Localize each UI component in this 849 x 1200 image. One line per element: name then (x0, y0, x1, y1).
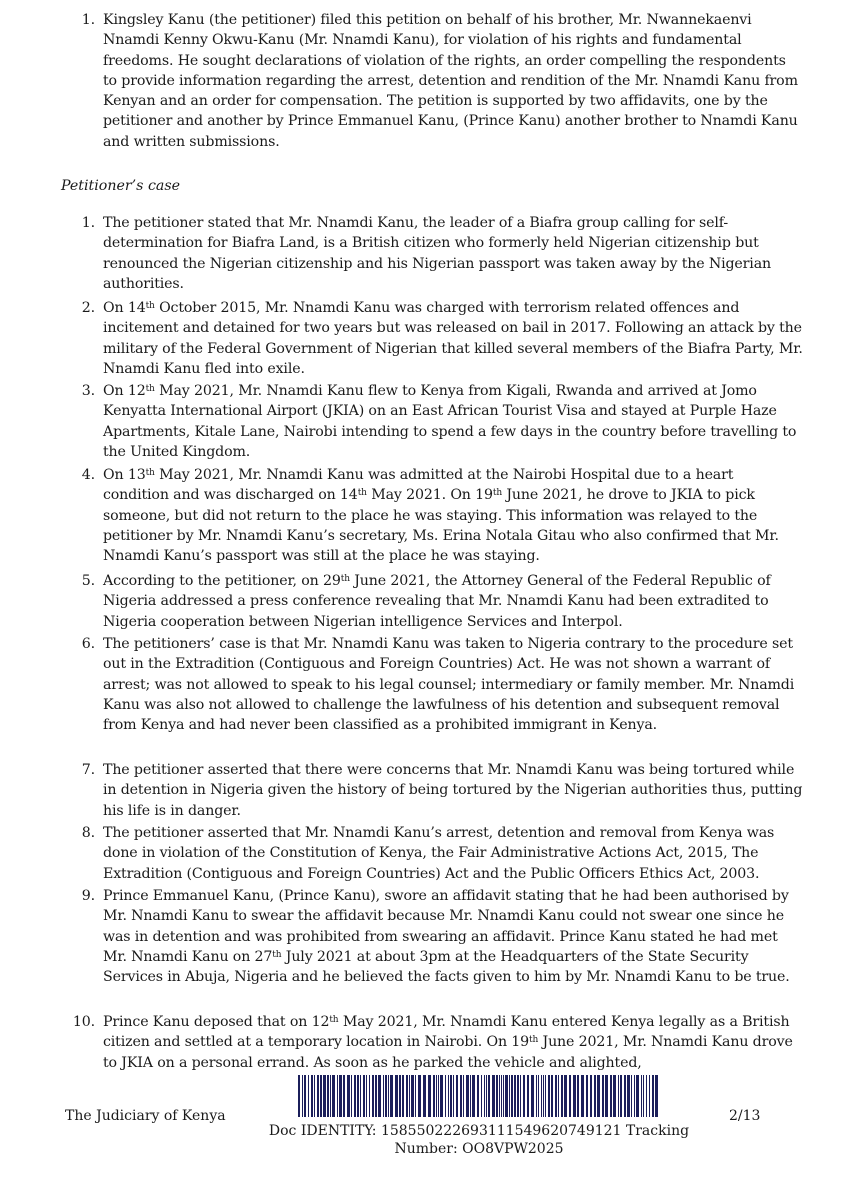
paragraph-text: Kingsley Kanu (the petitioner) filed this petition on behalf of his brother, Mr. Nwannekaenvi Nnamdi Kenny Okwu-Kanu (Mr. Nnamdi Kanu), for violation of his rights and fundamental freedoms. He sought declarations of violation of the rights, an order compelling the respondents to provide information regarding the arrest, detention and rendition of the Mr. Nnamdi Kanu from Kenyan and an order for compensation. The petition is supported by two affidavits, one by the petitioner and another by Prince Emmanuel Kanu, (Prince Kanu) another brother to Nnamdi Kanu and written submissions. (103, 12, 798, 150)
barcode-bar (330, 1075, 331, 1117)
barcode-icon (298, 1075, 658, 1117)
barcode-bar (488, 1075, 490, 1117)
barcode-bar (463, 1075, 464, 1117)
barcode-bar (360, 1075, 361, 1117)
barcode-bar (343, 1075, 345, 1117)
barcode-bar (564, 1075, 567, 1117)
paragraph-number: 4. (81, 467, 95, 483)
paragraph-4 (81, 465, 803, 566)
barcode-bar (481, 1075, 482, 1117)
barcode-bar (536, 1075, 537, 1117)
barcode-bar (597, 1075, 600, 1117)
barcode-bar (505, 1075, 508, 1117)
barcode-bar (433, 1075, 435, 1117)
paragraph-9 (81, 886, 803, 987)
barcode-bar (636, 1075, 639, 1117)
barcode-bar (428, 1075, 431, 1117)
paragraph-number: 10. (72, 1014, 95, 1030)
barcode-bar (388, 1075, 389, 1117)
barcode-bar (520, 1075, 521, 1117)
barcode-bar (357, 1075, 359, 1117)
barcode-bar (523, 1075, 525, 1117)
barcode-bar (631, 1075, 632, 1117)
tracking-number: Number: OO8VPW2025 (394, 1141, 564, 1157)
barcode-bar (620, 1075, 622, 1117)
barcode-bar (440, 1075, 443, 1117)
barcode-bar (415, 1075, 416, 1117)
barcode-bar (456, 1075, 458, 1117)
barcode-bar (402, 1075, 404, 1117)
barcode-bar (411, 1075, 414, 1117)
barcode-bar (470, 1075, 471, 1117)
barcode-bar (499, 1075, 500, 1117)
barcode-bar (436, 1075, 437, 1117)
paragraph-text: The petitioner asserted that Mr. Nnamdi Kanu’s arrest, detention and removal from Kenya was done in violation of the Constitution of Kenya, the Fair Administrative Actions Act, 2015, The Extradition (Contiguous and Foreign Countries) Act and the Public Officers Ethics Act, 2003. (103, 825, 775, 882)
paragraph-number: 1. (81, 215, 95, 231)
paragraph-1 (81, 213, 803, 294)
barcode-bar (551, 1075, 553, 1117)
barcode-bar (527, 1075, 529, 1117)
barcode-bar (366, 1075, 367, 1117)
barcode-bar (531, 1075, 534, 1117)
barcode-bar (594, 1075, 596, 1117)
paragraph-3 (81, 381, 803, 462)
barcode-bar (383, 1075, 384, 1117)
paragraph-number: 3. (81, 383, 95, 399)
barcode-bar (649, 1075, 650, 1117)
barcode-bar (448, 1075, 449, 1117)
barcode-bar (561, 1075, 563, 1117)
barcode-bar (503, 1075, 504, 1117)
barcode-bar (477, 1075, 479, 1117)
barcode-bar (298, 1075, 300, 1117)
barcode-bar (375, 1075, 377, 1117)
barcode-bar (643, 1075, 644, 1117)
barcode-bar (317, 1075, 319, 1117)
paragraph-number: 9. (81, 888, 95, 904)
barcode-bar (586, 1075, 588, 1117)
barcode-bar (548, 1075, 550, 1117)
paragraph-8 (81, 823, 803, 884)
section-heading: Petitioner’s case (61, 178, 181, 194)
barcode-bar (372, 1075, 374, 1117)
barcode-bar (453, 1075, 454, 1117)
barcode-bar (399, 1075, 401, 1117)
barcode-bar (308, 1075, 309, 1117)
doc-identity-line: Doc IDENTITY: 1585502226931115496207491​21 Tracking (268, 1123, 690, 1139)
barcode-bar (517, 1075, 519, 1117)
barcode-bar (311, 1075, 313, 1117)
barcode-bar (327, 1075, 329, 1117)
barcode-bar (541, 1075, 542, 1117)
barcode-bar (610, 1075, 612, 1117)
barcode-bar (501, 1075, 502, 1117)
barcode-bar (545, 1075, 546, 1117)
barcode-bar (323, 1075, 326, 1117)
paragraph-number: 1. (81, 12, 95, 28)
barcode-bar (634, 1075, 635, 1117)
paragraph-text: The petitioner asserted that there were concerns that Mr. Nnamdi Kanu was being tortured while in detention in Nigeria given the history of being tortured by the Nigerian authorities thus, putting his life is in danger. (103, 762, 803, 819)
paragraph-number: 7. (81, 762, 95, 778)
barcode-bar (445, 1075, 446, 1117)
barcode-bar (602, 1075, 604, 1117)
barcode-bar (450, 1075, 452, 1117)
barcode-bar (460, 1075, 462, 1117)
barcode-bar (641, 1075, 642, 1117)
barcode-bar (624, 1075, 626, 1117)
paragraph-text: Prince Kanu deposed that on 12th May 2021, Mr. Nnamdi Kanu entered Kenya legally as a British citizen and settled at a temporary location in Nairobi. On 19th June 2021, Mr. Nnamdi Kanu drove to JKIA on a personal errand. As soon as he parked the vehicle and alighted, (103, 1014, 793, 1071)
barcode-bar (652, 1075, 654, 1117)
paragraph-text: Prince Emmanuel Kanu, (Prince Kanu), swore an affidavit stating that he had been authorised by Mr. Nnamdi Kanu to swear the affidavit because Mr. Nnamdi Kanu could not swear one since he was in detention and was prohibited from swearing an affidavit. Prince Kanu stated he had met Mr. Nnamdi Kanu on 27th July 2021 at about 3pm at the Headquarters of the State Security Services in Abuja, Nigeria and he believed the facts given to him by Mr. Nnamdi Kanu to be true. (103, 888, 790, 986)
barcode-bar (484, 1075, 485, 1117)
barcode-bar (332, 1075, 335, 1117)
barcode-bar (569, 1075, 571, 1117)
barcode-bar (314, 1075, 315, 1117)
paragraph-number: 2. (81, 300, 95, 316)
barcode-bar (302, 1075, 303, 1117)
barcode-bar (486, 1075, 487, 1117)
barcode-bar (514, 1075, 516, 1117)
barcode-bar (613, 1075, 616, 1117)
barcode-bar (558, 1075, 559, 1117)
barcode-bar (304, 1075, 306, 1117)
barcode-bar (337, 1075, 338, 1117)
paragraph-number: 8. (81, 825, 95, 841)
barcode-bar (395, 1075, 398, 1117)
intro-paragraph (81, 10, 803, 152)
barcode-bar (646, 1075, 647, 1117)
barcode-bar (418, 1075, 421, 1117)
barcode-bar (354, 1075, 356, 1117)
paragraph-number: 6. (81, 636, 95, 652)
paragraph-text: On 12th May 2021, Mr. Nnamdi Kanu flew to Kenya from Kigali, Rwanda and arrived at Jomo Kenyatta International Airport (JKIA) on an East African Tourist Visa and stayed at Purple Haze Apartments, Kitale Lane, Nairobi intending to spend a few days in the country before travelling to the United Kingdom. (103, 383, 797, 460)
barcode-bar (385, 1075, 387, 1117)
barcode-bar (555, 1075, 557, 1117)
paragraph-text: On 14th October 2015, Mr. Nnamdi Kanu was charged with terrorism related offences and incitement and detained for two years but was released on bail in 2017. Following an attack by the military of the Federal Government of Nigerian that killed several members of the Biafra Party, Mr. Nnamdi Kanu fled into exile. (103, 300, 803, 377)
barcode-bar (590, 1075, 592, 1117)
paragraph-7 (81, 760, 803, 821)
barcode-bar (363, 1075, 365, 1117)
paragraph-5 (81, 571, 803, 632)
barcode-bar (511, 1075, 513, 1117)
barcode-bar (472, 1075, 475, 1117)
barcode-bar (409, 1075, 410, 1117)
paragraph-10 (72, 1012, 803, 1073)
paragraph-text: On 13th May 2021, Mr. Nnamdi Kanu was admitted at the Nairobi Hospital due to a heart condition and was discharged on 14th May 2021. On 19th June 2021, he drove to JKIA to pick someone, but did not return to the place he was staying. This information was relayed to the petitioner by Mr. Nnamdi Kanu’s secretary, Ms. Erina Notala Gitau who also confirmed that Mr. Nnamdi Kanu’s passport was still at the place he was staying. (103, 467, 779, 565)
barcode-bar (423, 1075, 426, 1117)
barcode-bar (390, 1075, 393, 1117)
barcode-bar (605, 1075, 608, 1117)
barcode-bar (509, 1075, 510, 1117)
paragraph-6 (81, 634, 803, 735)
barcode-bar (492, 1075, 495, 1117)
barcode-bar (351, 1075, 352, 1117)
page-number: 2/13 (729, 1108, 761, 1124)
paragraph-text: The petitioner stated that Mr. Nnamdi Kanu, the leader of a Biafra group calling for self-determination for Biafra Land, is a British citizen who formerly held Nigerian citizenship but renounced the Nigerian citizenship and his Nigerian passport was taken away by the Nigerian authorities. (103, 215, 771, 292)
barcode-bar (438, 1075, 439, 1117)
paragraph-2 (81, 298, 803, 379)
barcode-bar (581, 1075, 584, 1117)
barcode-bar (320, 1075, 322, 1117)
barcode-bar (655, 1075, 658, 1117)
paragraph-text: The petitioners’ case is that Mr. Nnamdi Kanu was taken to Nigeria contrary to the procedure set out in the Extradition (Contiguous and Foreign Countries) Act. He was not shown a warrant of arrest; was not allowed to speak to his legal counsel; intermediary or family member. Mr. Nnamdi Kanu was also not allowed to challenge the lawfulness of his detention and subsequent removal from Kenya and had never been classified as a prohibited immigrant in Kenya. (103, 636, 795, 734)
paragraph-number: 5. (81, 573, 95, 589)
barcode-bar (347, 1075, 350, 1117)
barcode-bar (538, 1075, 539, 1117)
barcode-bar (406, 1075, 408, 1117)
barcode-bar (618, 1075, 619, 1117)
barcode-bar (573, 1075, 576, 1117)
barcode-bar (577, 1075, 579, 1117)
barcode-bar (339, 1075, 342, 1117)
barcode-bar (378, 1075, 381, 1117)
footer-court-name: The Judiciary of Kenya (65, 1108, 226, 1124)
doc-identity (220, 1122, 738, 1158)
barcode-bar (543, 1075, 544, 1117)
barcode-bar (369, 1075, 370, 1117)
paragraph-text: According to the petitioner, on 29th June 2021, the Attorney General of the Federal Republic of Nigeria addressed a press conference revealing that Mr. Nnamdi Kanu had been extradited to Nigeria cooperation between Nigerian intelligence Services and Interpol. (103, 573, 771, 630)
barcode-bar (466, 1075, 469, 1117)
barcode-bar (496, 1075, 498, 1117)
barcode-bar (627, 1075, 630, 1117)
